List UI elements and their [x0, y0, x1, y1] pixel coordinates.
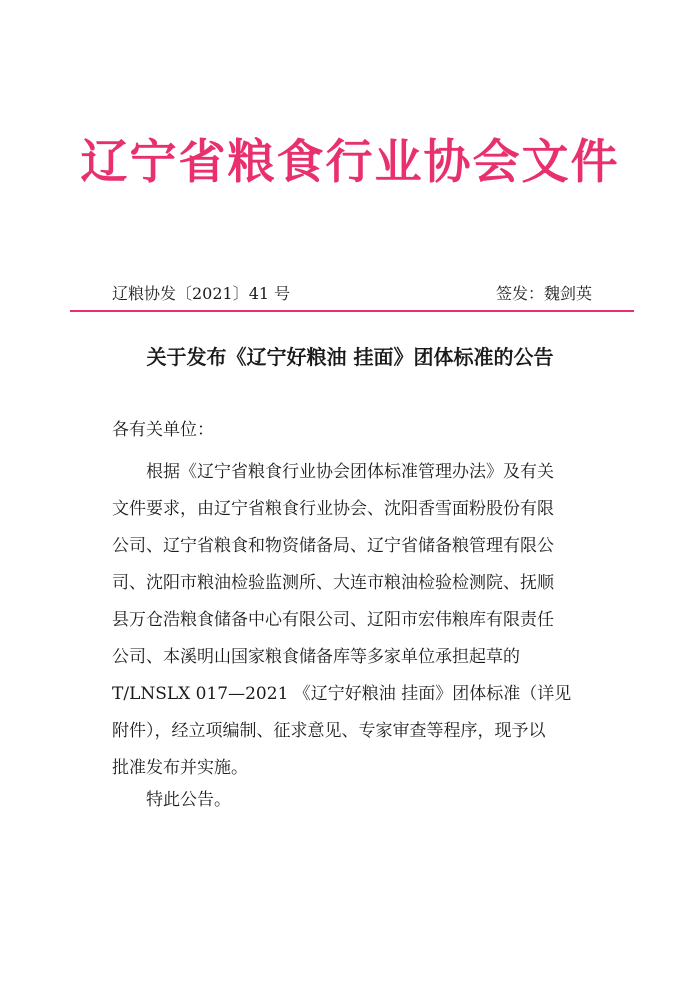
- document-number: 辽粮协发〔2021〕41 号: [112, 284, 291, 303]
- body-line: 附件），经立项编制、征求意见、专家审查等程序，现予以: [112, 721, 546, 741]
- announcement-title: 关于发布《辽宁好粮油 挂面》团体标准的公告: [146, 345, 554, 369]
- closing-statement: 特此公告。: [146, 790, 231, 810]
- body-line: 公司、本溪明山国家粮食储备库等多家单位承担起草的: [112, 647, 520, 667]
- body-line: 批准发布并实施。: [112, 758, 248, 778]
- body-line: 司、沈阳市粮油检验监测所、大连市粮油检验检测院、抚顺: [112, 573, 554, 593]
- body-line: 根据《辽宁省粮食行业协会团体标准管理办法》及有关: [146, 462, 554, 482]
- body-line: 公司、辽宁省粮食和物资储备局、辽宁省储备粮管理有限公: [112, 536, 554, 556]
- salutation: 各有关单位：: [112, 420, 214, 440]
- body-line: T/LNSLX 017—2021 《辽宁好粮油 挂面》团体标准（详见: [112, 684, 572, 704]
- body-line: 文件要求，由辽宁省粮食行业协会、沈阳香雪面粉股份有限: [112, 499, 554, 519]
- red-divider-line: [70, 310, 634, 312]
- document-signer: 签发：魏剑英: [495, 284, 592, 303]
- document-meta-row: [112, 281, 592, 307]
- document-header-title: 辽宁省粮食行业协会文件: [80, 135, 620, 190]
- body-line: 县万仓浩粮食储备中心有限公司、辽阳市宏伟粮库有限责任: [112, 610, 554, 630]
